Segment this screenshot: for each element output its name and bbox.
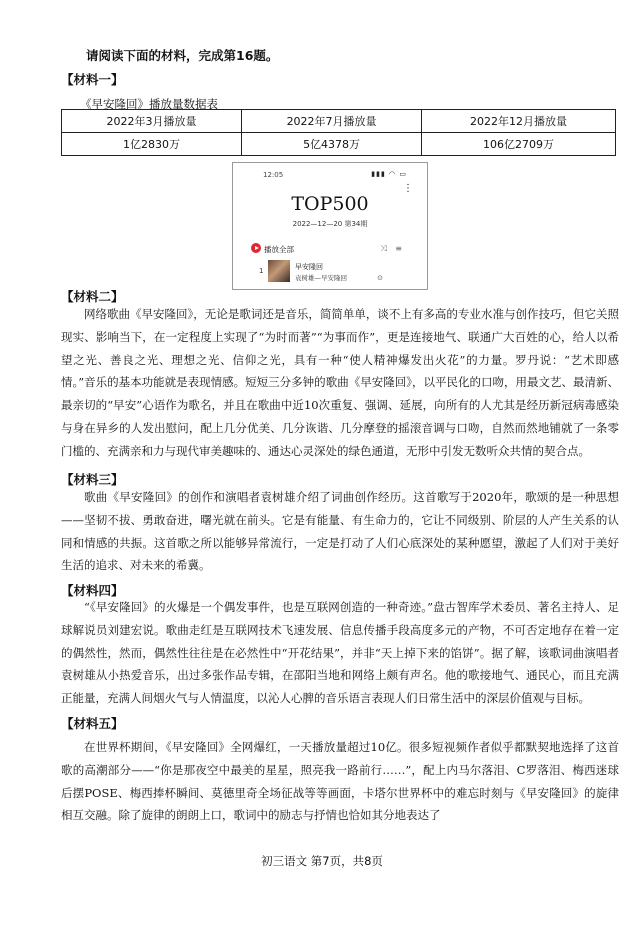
- song-artist: 袁树雄—早安隆回: [295, 274, 347, 282]
- material5-text: 在世界杯期间，《早安隆回》全网爆红，一天播放量超过10亿。很多短视频作者似乎都默契地选择了这首歌的高潮部分——“你是那夜空中最美的星星，照亮我一路前行……”，配上内马尔落泪、C罗落泪、梅西迷球后摆POSE、梅西捧杯瞬间、莫德里奇全场征战等等画面，卡塔尔世界杯中的难忘时刻与《早安隆回》的旋律相互交融。除了旋律的朗朗上口，歌词中的励志与抒情也恰如其分地表达了: [61, 740, 619, 823]
- material3-heading: 【材料三】: [61, 472, 124, 487]
- question-intro: 请阅读下面的材料，完成第16题。: [86, 48, 279, 63]
- material2-text: 网络歌曲《早安隆回》，无论是歌词还是音乐，简简单单，谈不上有多高的专业水准与创作技巧，但它关照现实、影响当下，在一定程度上实现了“为时而著”“为事而作”，更是连接地气、联通广大百姓的心，给人以希望之光、善良之光、理想之光、信仰之光，具有一种“使人精神爆发出火花”的力量。罗丹说：“艺术即感情。”音乐的基本功能就是表现情感。短短三分多钟的歌曲《早安隆回》，以平民化的口吻，用最文艺、最清新、最亲切的“早安”心语作为歌名，并且在歌曲中近10次重复、强调、延展，向所有的人尤其是经历新冠病毒感染与身在异乡的人发出慰问，配上几分优美、几分诙谐、几分摩登的摇滚音调与口吻，自然而然地铺就了一条零门槛的、充满亲和力与现代审美趣味的、通达心灵深处的绿色通道，无形中引发无数听众共情的契合点。: [61, 307, 619, 458]
- table-cell: 106亿2709万: [422, 133, 616, 156]
- play-all-label: 播放全部: [264, 245, 294, 254]
- material4-text: “《早安隆回》的火爆是一个偶发事件，也是互联网创造的一种奇迹。”盘古智库学术委员、著名主持人、足球解说员刘建宏说。歌曲走红是互联网技术飞速发展、信息传播手段高度多元的产物，不可否定地存在着一定的偶然性，然而，偶然性往往是在必然性中“开花结果”，并非“天上掉下来的馅饼”。据了解，该歌词曲演唱者袁树雄从小热爱音乐，出过多张作品专辑，在邵阳当地和网络上颇有声名。他的歌接地气、通民心，而且充满正能量，充满人间烟火气与人情温度，以沁人心脾的音乐语言表现人们日常生活中的深层价值观与目标。: [61, 600, 619, 706]
- phone-screenshot: [232, 162, 428, 290]
- table-caption: 《早安隆回》播放量数据表: [80, 97, 218, 111]
- song-rank: 1: [259, 267, 264, 275]
- more-menu-icon: ⋮: [403, 183, 413, 194]
- material4-heading: 【材料四】: [61, 583, 124, 598]
- status-bar-icons: ▮▮▮ ◠ ▭: [371, 170, 407, 178]
- page-footer: 初三语文 第7页，共8页: [261, 854, 383, 868]
- song-title: 早安隆回: [295, 263, 323, 271]
- table-header-row: [62, 110, 616, 133]
- material5-heading: 【材料五】: [61, 716, 124, 731]
- table-header-cell: 2022年7月播放量: [242, 110, 422, 133]
- table-row: [62, 133, 616, 156]
- album-cover: [268, 260, 290, 282]
- material1-heading: 【材料一】: [61, 72, 124, 87]
- chart-date: 2022—12—20 第34期: [292, 220, 368, 228]
- play-icon: [251, 243, 261, 253]
- playcount-table: [61, 109, 616, 156]
- table-cell: 5亿4378万: [242, 133, 422, 156]
- phone-time: 12:05: [263, 171, 284, 179]
- chart-title: TOP500: [291, 193, 369, 215]
- song-option-icon: ⊙: [377, 274, 383, 282]
- table-cell: 1亿2830万: [62, 133, 242, 156]
- material2-heading: 【材料二】: [61, 289, 124, 304]
- material3-text: 歌曲《早安隆回》的创作和演唱者袁树雄介绍了词曲创作经历。这首歌写于2020年，歌颂的是一种思想——坚韧不拔、勇敢奋进，曙光就在前头。它是有能量、有生命力的，它让不同级别、阶层的人产生关系的认同和情感的共振。这首歌之所以能够异常流行，一定是打动了人们心底深处的某种愿望，激起了人们对于美好生活的追求、对未来的希冀。: [61, 490, 619, 573]
- shuffle-list-icons: ⤨ ≡: [380, 244, 405, 253]
- table-header-cell: 2022年12月播放量: [422, 110, 616, 133]
- table-header-cell: 2022年3月播放量: [62, 110, 242, 133]
